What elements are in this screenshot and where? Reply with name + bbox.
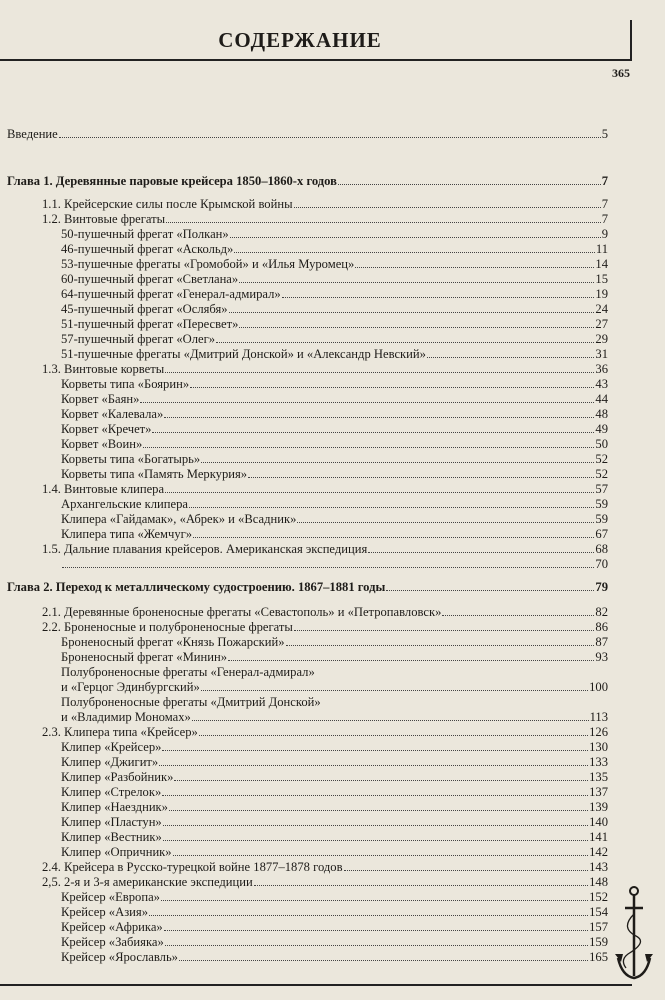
- toc-entry-page: 50: [595, 437, 608, 451]
- toc-entry-page: 68: [595, 542, 608, 556]
- toc-entry-title: Крейсер «Забияка»: [61, 935, 164, 949]
- toc-entry-title: Корветы типа «Боярин»: [61, 377, 190, 391]
- toc-entry: [61, 467, 608, 482]
- dot-leader: [152, 422, 594, 433]
- footer-rule: [0, 984, 632, 986]
- toc-entry: [61, 422, 608, 437]
- toc-entry-title: Клипер «Разбойник»: [61, 770, 174, 784]
- toc-entry-page: 59: [595, 512, 608, 526]
- toc-entry-title: 57-пушечный фрегат «Олег»: [61, 332, 216, 346]
- dot-leader: [149, 905, 588, 916]
- toc-entry-title: 1.5. Дальние плавания крейсеров. Американская экспедиция: [42, 542, 368, 556]
- toc-entry-title: Клипер «Наездник»: [61, 800, 168, 814]
- toc-entry-title: Глава 1. Деревянные паровые крейсера 1850–1860-х годов: [7, 174, 337, 188]
- toc-section: [42, 212, 608, 227]
- toc-entry: [61, 452, 608, 467]
- toc-entry-title: 64-пушечный фрегат «Генерал-адмирал»: [61, 287, 281, 301]
- dot-leader: [143, 437, 594, 448]
- toc-entry: [61, 272, 608, 287]
- toc-entry-page: 11: [595, 242, 608, 256]
- toc-entry: [61, 635, 608, 650]
- toc-entry-page: 130: [589, 740, 608, 754]
- toc-entry-title: Крейсер «Ярославль»: [61, 950, 178, 964]
- page-title: СОДЕРЖАНИЕ: [218, 28, 382, 52]
- dot-leader: [163, 830, 588, 841]
- toc-entry: [61, 920, 608, 935]
- toc-entry-title: и «Владимир Мономах»: [61, 710, 191, 724]
- toc-entry-title: Клипер «Пластун»: [61, 815, 162, 829]
- dot-leader: [386, 580, 594, 591]
- toc-entry-page: 14: [595, 257, 608, 271]
- toc-entry-title: 2.4. Крейсера в Русско-турецкой войне 1877–1878 годов: [42, 860, 343, 874]
- dot-leader: [248, 467, 594, 478]
- toc-entry-page: 43: [595, 377, 608, 391]
- dot-leader: [368, 542, 594, 553]
- toc-entry-page: 87: [595, 635, 608, 649]
- toc-entry: [61, 287, 608, 302]
- dot-leader: [190, 377, 594, 388]
- toc-entry: [61, 347, 608, 362]
- toc-entry-title: Корвет «Калевала»: [61, 407, 164, 421]
- toc-entry-page: 140: [589, 815, 608, 829]
- dot-leader: [239, 317, 594, 328]
- toc-entry-title: Корветы типа «Богатырь»: [61, 452, 201, 466]
- toc-entry-page: 15: [595, 272, 608, 286]
- toc-entry-page: 52: [595, 467, 608, 481]
- toc-entry-page: 82: [595, 605, 608, 619]
- toc-entry-title: 46-пушечный фрегат «Аскольд»: [61, 242, 234, 256]
- toc-entry-page: 142: [589, 845, 608, 859]
- toc-entry-page: 9: [601, 227, 608, 241]
- dot-leader: [162, 740, 588, 751]
- toc-entry-page: 133: [589, 755, 608, 769]
- toc-section: [42, 542, 608, 557]
- toc-entry-title: Введение: [7, 127, 58, 141]
- toc-entry-title: Клипера «Гайдамак», «Абрек» и «Всадник»: [61, 512, 297, 526]
- dot-leader: [228, 650, 594, 661]
- toc-entry-page: 86: [595, 620, 608, 634]
- toc-entry-title: Клипер «Крейсер»: [61, 740, 162, 754]
- toc-entry-title: Полуброненосные фрегаты «Генерал-адмирал»: [61, 665, 315, 679]
- toc-entry-page: 59: [595, 497, 608, 511]
- toc-entry: [7, 127, 608, 142]
- toc-entry-title: 53-пушечные фрегаты «Громобой» и «Илья Муромец»: [61, 257, 355, 271]
- dot-leader: [161, 890, 588, 901]
- toc-entry-title: Полуброненосные фрегаты «Дмитрий Донской»: [61, 695, 321, 709]
- dot-leader: [163, 815, 588, 826]
- toc-entry-page: 152: [589, 890, 608, 904]
- toc-entry: [61, 512, 608, 527]
- dot-leader: [166, 212, 601, 223]
- toc-section: [42, 860, 608, 875]
- toc-entry-title: 60-пушечный фрегат «Светлана»: [61, 272, 239, 286]
- toc-entry-title: 50-пушечный фрегат «Полкан»: [61, 227, 229, 241]
- toc-entry: [61, 935, 608, 950]
- toc-entry-page: 19: [595, 287, 608, 301]
- toc-entry-page: 31: [595, 347, 608, 361]
- dot-leader: [174, 770, 588, 781]
- toc-entry-page: 141: [589, 830, 608, 844]
- toc-entry-page: 165: [589, 950, 608, 964]
- toc-entry-page: 5: [601, 127, 608, 141]
- toc-entry: [61, 377, 608, 392]
- toc-section: [42, 482, 608, 497]
- toc-entry: [61, 317, 608, 332]
- toc-entry-page: 7: [601, 197, 608, 211]
- toc-section: [42, 620, 608, 635]
- dot-leader: [173, 845, 589, 856]
- toc-entry-page: 143: [589, 860, 608, 874]
- toc-entry-page: 113: [589, 710, 608, 724]
- toc-entry-title: Корветы типа «Память Меркурия»: [61, 467, 248, 481]
- toc-entry-page: 93: [595, 650, 608, 664]
- toc-entry-title: Крейсер «Африка»: [61, 920, 163, 934]
- toc-entry-title: Клипер «Джигит»: [61, 755, 159, 769]
- toc-entry-title: 2.3. Клипера типа «Крейсер»: [42, 725, 198, 739]
- toc-entry: [61, 785, 608, 800]
- toc-entry-title: 45-пушечный фрегат «Ослябя»: [61, 302, 228, 316]
- toc-entry-page: 24: [595, 302, 608, 316]
- dot-leader: [297, 512, 594, 523]
- toc-entry-page: 49: [595, 422, 608, 436]
- toc-entry-title: Корвет «Воин»: [61, 437, 143, 451]
- toc-entry-title: 2.1. Деревянные броненосные фрегаты «Севастополь» и «Петропавловск»: [42, 605, 442, 619]
- toc-entry-title: Крейсер «Европа»: [61, 890, 160, 904]
- toc-chapter: [7, 174, 608, 189]
- dot-leader: [216, 332, 594, 343]
- toc-entry-title: Корвет «Баян»: [61, 392, 140, 406]
- toc-entry-page: 148: [589, 875, 608, 889]
- toc-entry: [61, 497, 608, 512]
- dot-leader: [189, 497, 594, 508]
- dot-leader: [140, 392, 594, 403]
- toc-entry-page: 79: [595, 580, 608, 594]
- toc-section: [42, 362, 608, 377]
- toc-entry-title: 51-пушечный фрегат «Пересвет»: [61, 317, 239, 331]
- toc-entry-page: 57: [595, 482, 608, 496]
- toc-entry-title: Броненосный фрегат «Минин»: [61, 650, 228, 664]
- toc-entry: [61, 950, 608, 965]
- toc-entry-page: 135: [589, 770, 608, 784]
- toc-entry-title: Корвет «Кречет»: [61, 422, 152, 436]
- dot-leader: [159, 755, 588, 766]
- toc-entry: [61, 800, 608, 815]
- toc-entry-title: 1.2. Винтовые фрегаты: [42, 212, 166, 226]
- toc-entry: [61, 242, 608, 257]
- toc-entry-page: 27: [595, 317, 608, 331]
- toc-entry: [61, 710, 608, 725]
- toc-entry-page: 44: [595, 392, 608, 406]
- toc-entry-title: 1.4. Винтовые клипера: [42, 482, 165, 496]
- dot-leader: [59, 127, 601, 138]
- toc-entry-page: 52: [595, 452, 608, 466]
- dot-leader: [162, 785, 588, 796]
- toc-entry-title: Клипер «Опричник»: [61, 845, 172, 859]
- dot-leader: [442, 605, 594, 616]
- toc-entry-title: 51-пушечные фрегаты «Дмитрий Донской» и «Александр Невский»: [61, 347, 426, 361]
- dot-leader: [294, 197, 601, 208]
- toc-entry-page: 139: [589, 800, 608, 814]
- dot-leader: [201, 680, 588, 691]
- toc-entry-title: Клипер «Вестник»: [61, 830, 162, 844]
- toc-entry: [61, 257, 608, 272]
- toc-entry: [61, 407, 608, 422]
- dot-leader: [201, 452, 594, 463]
- dot-leader: [344, 860, 589, 871]
- toc-entry: [61, 845, 608, 860]
- dot-leader: [234, 242, 595, 253]
- toc-entry-page: 67: [595, 527, 608, 541]
- header-rule-corner: [630, 20, 632, 60]
- toc-entry-page: 137: [589, 785, 608, 799]
- toc-entry: [61, 680, 608, 695]
- dot-leader: [239, 272, 594, 283]
- dot-leader: [286, 635, 595, 646]
- toc-entry-title: 1.3. Винтовые корветы: [42, 362, 165, 376]
- dot-leader: [294, 620, 595, 631]
- toc-entry-page: 36: [595, 362, 608, 376]
- toc-entry: [61, 815, 608, 830]
- dot-leader: [427, 347, 594, 358]
- page-number: 365: [612, 66, 630, 80]
- dot-leader: [179, 950, 588, 961]
- toc-entry: [61, 665, 608, 680]
- toc-entry-page: 154: [589, 905, 608, 919]
- toc-entry-title: и «Герцог Эдинбургский»: [61, 680, 200, 694]
- dot-leader: [165, 482, 594, 493]
- toc-entry: [61, 830, 608, 845]
- dot-leader: [338, 174, 601, 185]
- toc-entry-page: 70: [595, 557, 608, 571]
- toc-entry-page: 29: [595, 332, 608, 346]
- toc-entry: [61, 770, 608, 785]
- dot-leader: [229, 302, 595, 313]
- dot-leader: [282, 287, 595, 298]
- toc-entry-page: 7: [601, 212, 608, 226]
- toc-entry-page: 126: [589, 725, 608, 739]
- toc-entry: [61, 392, 608, 407]
- toc-entry: [61, 755, 608, 770]
- toc-entry: [61, 695, 608, 710]
- toc-section: [42, 197, 608, 212]
- toc-entry-title: Клипера типа «Жемчуг»: [61, 527, 193, 541]
- toc-entry-title: Крейсер «Азия»: [61, 905, 149, 919]
- toc-entry: [61, 437, 608, 452]
- dot-leader: [169, 800, 588, 811]
- toc-entry-title: Архангельские клипера: [61, 497, 189, 511]
- toc-entry: [61, 227, 608, 242]
- toc-entry-title: 2,5. 2-я и 3-я американские экспедиции: [42, 875, 253, 889]
- toc-entry-title: Глава 2. Переход к металлическому судостроению. 1867–1881 годы: [7, 580, 386, 594]
- dot-leader: [193, 527, 594, 538]
- dot-leader: [164, 920, 588, 931]
- dot-leader: [355, 257, 594, 268]
- toc-entry: [61, 557, 608, 572]
- dot-leader: [164, 407, 594, 418]
- toc-entry: [61, 890, 608, 905]
- toc-section: [42, 725, 608, 740]
- dot-leader: [199, 725, 588, 736]
- toc-entry-page: 100: [589, 680, 608, 694]
- dot-leader: [165, 362, 594, 373]
- toc-entry: [61, 527, 608, 542]
- toc-entry: [61, 905, 608, 920]
- toc-entry-page: 7: [601, 174, 608, 188]
- toc-entry-page: 48: [595, 407, 608, 421]
- header-rule: [0, 59, 632, 61]
- toc-entry-page: 157: [589, 920, 608, 934]
- dot-leader: [192, 710, 589, 721]
- toc-entry: [61, 740, 608, 755]
- dot-leader: [230, 227, 601, 238]
- dot-leader: [165, 935, 588, 946]
- toc-entry-title: Клипер «Стрелок»: [61, 785, 162, 799]
- toc-section: [42, 605, 608, 620]
- toc-entry: [61, 650, 608, 665]
- toc-entry-title: Броненосный фрегат «Князь Пожарский»: [61, 635, 285, 649]
- anchor-icon: [614, 884, 654, 984]
- toc-chapter: [7, 580, 608, 595]
- toc-entry: [61, 332, 608, 347]
- toc-entry: [61, 302, 608, 317]
- dot-leader: [254, 875, 588, 886]
- toc-entry-title: 1.1. Крейсерские силы после Крымской войны: [42, 197, 293, 211]
- toc-section: [42, 875, 608, 890]
- toc-entry-title: 2.2. Броненосные и полуброненосные фрегаты: [42, 620, 293, 634]
- toc-entry-page: 159: [589, 935, 608, 949]
- dot-leader: [62, 557, 594, 568]
